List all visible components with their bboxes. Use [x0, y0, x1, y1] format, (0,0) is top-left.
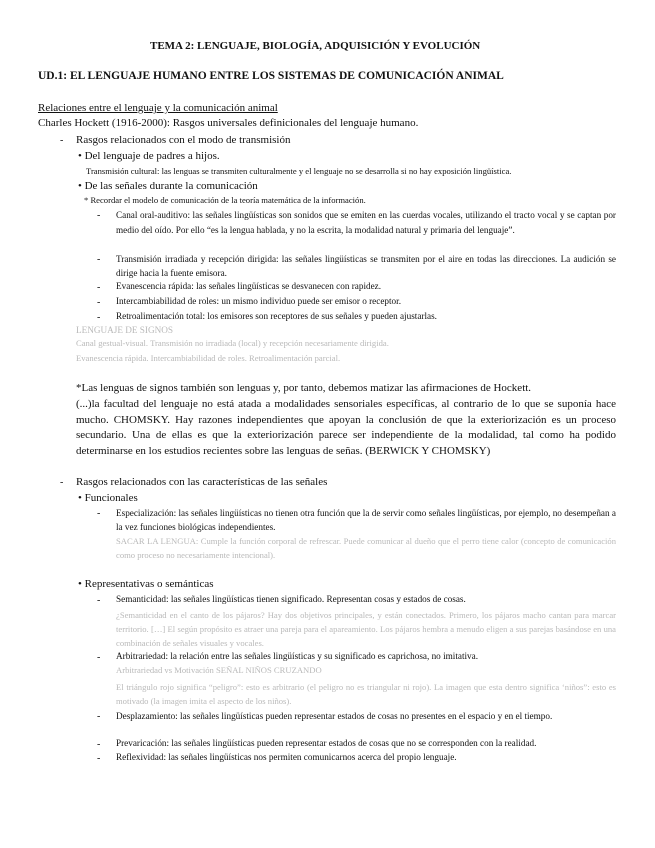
- dash-marker: -: [97, 254, 101, 265]
- dash-marker: -: [97, 753, 101, 764]
- dash-marker: -: [97, 282, 101, 293]
- bullet2-sub2: • Representativas o semánticas: [78, 578, 214, 590]
- bullet1-sub1: • Del lenguaje de padres a hijos.: [78, 150, 220, 162]
- item-evanescence: Evanescencia rápida: las señales lingüísticas se desvanecen con rapidez.: [116, 281, 382, 291]
- item-canal: Canal oral-auditivo: las señales lingüísticas son sonidos que se emiten en las cuerdas vocales, utilizando el tracto vocal y se captan por medio del oído. Por ello “es la lengua hablada, y no la escrita, la modalidad natural y primaria del lenguaje”.: [116, 210, 616, 235]
- item-interchange: Intercambiabilidad de roles: un mismo individuo puede ser emisor o receptor.: [116, 296, 401, 306]
- bullet1-note: * Recordar el modelo de comunicación de la teoría matemática de la información.: [84, 195, 366, 205]
- item-feedback: Retroalimentación total: los emisores son receptores de sus señales y pueden ajustarlas.: [116, 311, 437, 321]
- item-displacement: Desplazamiento: las señales lingüísticas pueden representar estados de cosas no presentes en el espacio y en el tiempo.: [116, 711, 553, 721]
- bullet2-sub1: • Funcionales: [78, 492, 138, 504]
- section-heading: Relaciones entre el lenguaje y la comunicación animal: [38, 102, 278, 114]
- dash-marker: -: [60, 135, 64, 146]
- item-transmission: Transmisión irradiada y recepción dirigida: las señales lingüísticas se transmiten por el aire en todas las direcciones. La audición se dirige hacia la fuente emisora.: [116, 254, 616, 278]
- dash-marker: -: [97, 210, 101, 221]
- document-title: TEMA 2: LENGUAJE, BIOLOGÍA, ADQUISICIÓN Y EVOLUCIÓN: [150, 40, 481, 52]
- cultural-transmission: Transmisión cultural: las lenguas se transmiten culturalmente y el lenguaje no se desarrolla si no hay exposición lingüística.: [86, 166, 512, 176]
- semanticity-example: ¿Semanticidad en el canto de los pájaros? Hay dos objetivos principales, y están conectados. Primero, los pájaros macho cantan para marcar territorio. […] El según propósito es atraer una pareja para el apareamiento. Los pájaros hembra a menudo eligen a sus parejas basándose en una combinación de señales visuales y vocales.: [116, 610, 616, 648]
- specialization-example: SACAR LA LENGUA: Cumple la función corporal de refrescar. Puede comunicar al dueño que el perro tiene calor (concepto de comunicación como proceso no necesariamente intencional).: [116, 536, 616, 560]
- dash-marker: -: [97, 297, 101, 308]
- item-specialization: Especialización: las señales lingüísticas no tienen otra función que la de servir como señales lingüísticas, por ejemplo, no desempeñan a la vez funciones biológicas independientes.: [116, 508, 616, 532]
- item-arbitrariness: Arbitrariedad: la relación entre las señales lingüísticas y su significado es caprichosa, no imitativa.: [116, 651, 479, 661]
- bullet1-sub2: • De las señales durante la comunicación: [78, 180, 258, 192]
- item-prevarication: Prevaricación: las señales lingüísticas pueden representar estados de cosas que no se corresponden con la realidad.: [116, 738, 537, 748]
- bullet2-title: Rasgos relacionados con las características de las señales: [76, 476, 328, 488]
- arbitrariness-example: El triángulo rojo significa “peligro”: esto es arbitrario (el peligro no es triangular ni rojo). La imagen que esta dentro significa ‘niños”: esto es motivado (la imagen imita el aspecto de los niños).: [116, 682, 616, 706]
- paragraph-intro: *Las lenguas de signos también son lenguas y, por tanto, debemos matizar las afirmaciones de Hockett.: [76, 382, 532, 394]
- item-reflexivity: Reflexividad: las señales lingüísticas nos permiten comunicarnos acerca del propio lenguaje.: [116, 752, 457, 762]
- paragraph-body: (...)la facultad del lenguaje no está atada a modalidades sensoriales específicas, al contrario de lo que se suponía hace mucho. CHOMSKY. Hay razones independientes que apoyan la conclusión de que la exteriorización es un proceso secundario. Una de ellas es que la exteriorización parece ser independiente de la modalidad, tal como ha podido determinarse en los estudios recientes sobre las lenguas de señas. (BERWICK Y CHOMSKY): [76, 398, 616, 457]
- bullet1-title: Rasgos relacionados con el modo de transmisión: [76, 134, 291, 146]
- sign-language-title: LENGUAJE DE SIGNOS: [76, 325, 173, 335]
- dash-marker: -: [97, 652, 101, 663]
- dash-marker: -: [60, 477, 64, 488]
- hockett-line: Charles Hockett (1916-2000): Rasgos universales definicionales del lenguaje humano.: [38, 117, 419, 129]
- dash-marker: -: [97, 711, 101, 722]
- unit-heading: UD.1: EL LENGUAJE HUMANO ENTRE LOS SISTEMAS DE COMUNICACIÓN ANIMAL: [38, 70, 504, 82]
- dash-marker: -: [97, 739, 101, 750]
- arbitrariness-title: Arbitrariedad vs Motivación SEÑAL NIÑOS CRUZANDO: [116, 665, 322, 675]
- dash-marker: -: [97, 595, 101, 606]
- item-semanticity: Semanticidad: las señales lingüísticas tienen significado. Representan cosas y estados de cosas.: [116, 594, 466, 604]
- sign-language-line1: Canal gestual-visual. Transmisión no irradiada (local) y recepción necesariamente dirigida.: [76, 338, 389, 348]
- dash-marker: -: [97, 508, 101, 519]
- sign-language-line2: Evanescencia rápida. Intercambiabilidad de roles. Retroalimentación parcial.: [76, 353, 341, 363]
- dash-marker: -: [97, 312, 101, 323]
